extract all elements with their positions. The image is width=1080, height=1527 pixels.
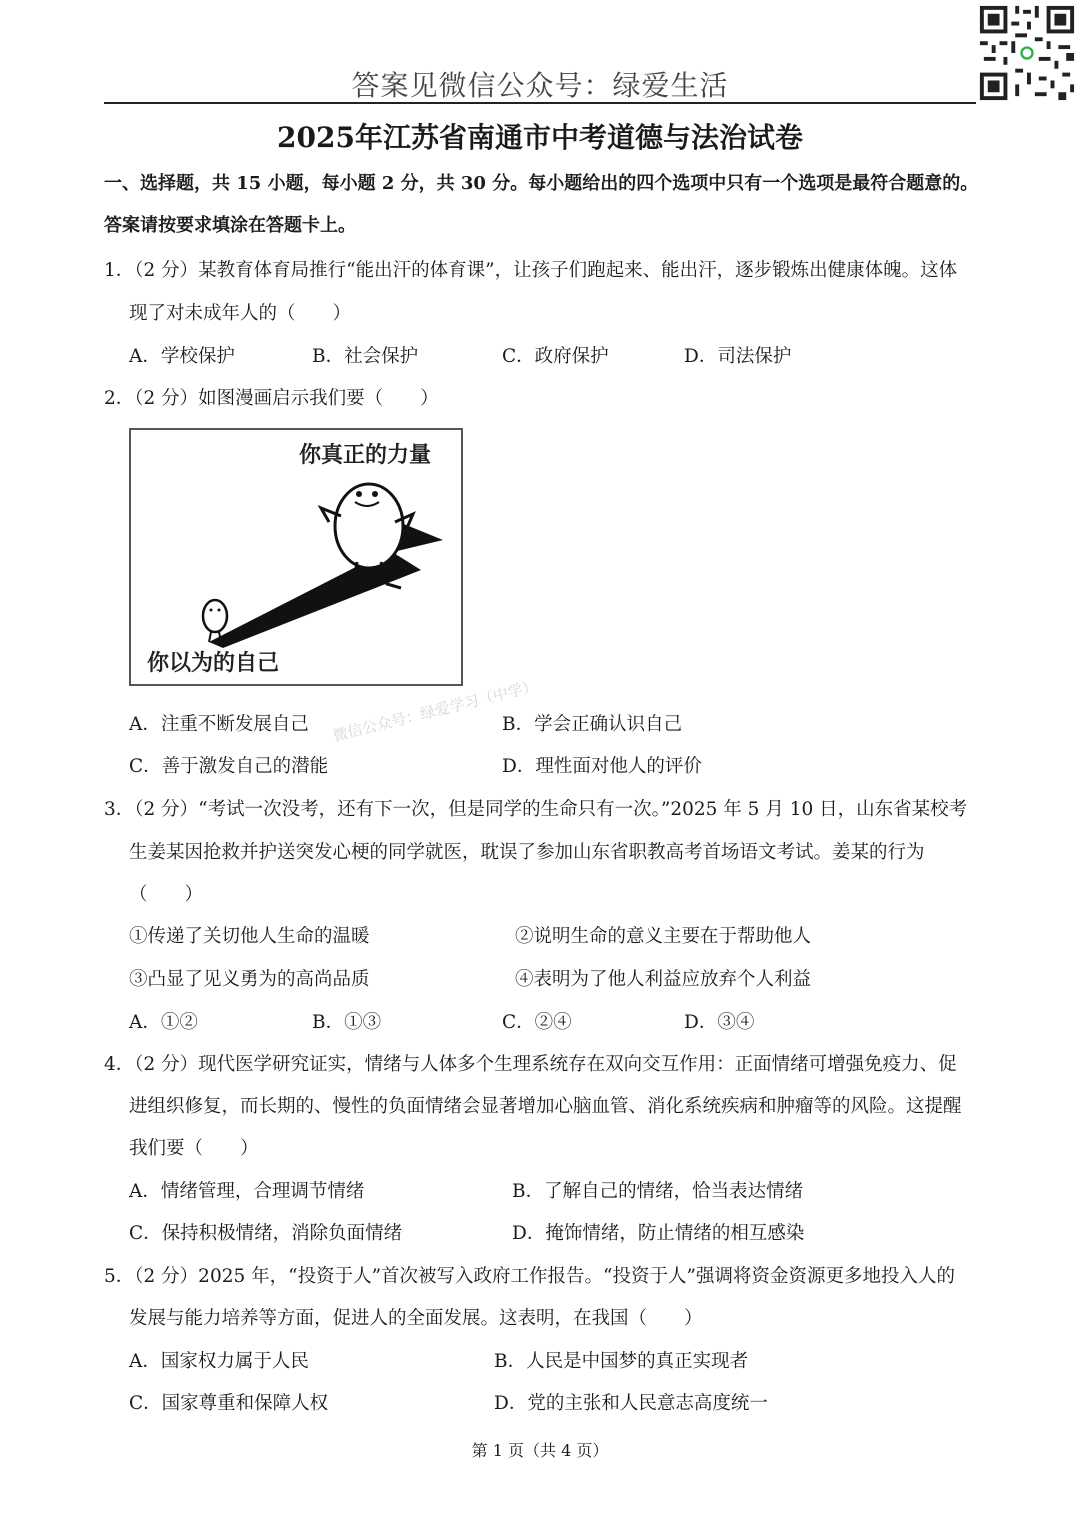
question-1-line-2: 现了对未成年人的（ ）	[129, 303, 352, 324]
question-3-line-3: （ ）	[129, 884, 204, 905]
header-divider	[104, 102, 976, 104]
question-3-option-b: B．①③	[312, 1012, 382, 1033]
question-5-line-1: 5．（2 分）2025 年，“投资于人”首次被写入政府工作报告。“投资于人”强调将资金资源更多地投入人的	[104, 1266, 955, 1287]
question-2-option-c: C．善于激发自己的潜能	[129, 756, 329, 777]
page-title: 2025年江苏省南通市中考道德与法治试卷	[277, 121, 803, 154]
question-1-option-c: C．政府保护	[502, 346, 609, 367]
question-5-option-b: B．人民是中国梦的真正实现者	[494, 1351, 749, 1372]
question-4-line-2: 进组织修复，而长期的、慢性的负面情绪会显著增加心脑血管、消化系统疾病和肿瘤等的风险。这提醒	[129, 1096, 962, 1117]
question-4-option-c: C．保持积极情绪，消除负面情绪	[129, 1223, 403, 1244]
comic-bottom-label: 你以为的自己	[147, 651, 280, 676]
question-3-statement-4: ④表明为了他人利益应放弃个人利益	[515, 969, 812, 990]
question-5-option-a: A．国家权力属于人民	[129, 1351, 309, 1372]
question-1-option-a: A．学校保护	[129, 346, 235, 367]
question-3-statement-3: ③凸显了见义勇为的高尚品质	[129, 969, 370, 990]
comic-illustration	[129, 428, 463, 686]
question-2-option-a: A．注重不断发展自己	[129, 714, 309, 735]
question-2-line-1: 2．（2 分）如图漫画启示我们要（ ）	[104, 388, 439, 409]
question-4-option-a: A．情绪管理，合理调节情绪	[129, 1181, 365, 1202]
section-instructions-line1: 一、选择题，共 15 小题，每小题 2 分，共 30 分。每小题给出的四个选项中只有一个选项是最符合题意的。	[104, 173, 979, 194]
comic-shadow	[209, 550, 421, 648]
section-instructions-line2: 答案请按要求填涂在答题卡上。	[104, 215, 356, 236]
question-1-option-d: D．司法保护	[684, 346, 792, 367]
question-5-line-2: 发展与能力培养等方面，促进人的全面发展。这表明，在我国（ ）	[129, 1308, 703, 1329]
question-1-line-1: 1．（2 分）某教育体育局推行“能出汗的体育课”，让孩子们跑起来、能出汗，逐步锻炼出健康体魄。这体	[104, 260, 958, 281]
question-3-line-1: 3．（2 分）“考试一次没考，还有下一次，但是同学的生命只有一次。”2025 年 5 月 10 日，山东省某校考	[104, 799, 968, 820]
question-4-line-3: 我们要（ ）	[129, 1138, 259, 1159]
header-text: 答案见微信公众号：绿爱生活	[351, 69, 729, 102]
question-5-option-d: D．党的主张和人民意志高度统一	[494, 1393, 768, 1414]
question-3-option-c: C．②④	[502, 1012, 572, 1033]
question-3-option-a: A．①②	[129, 1012, 198, 1033]
question-5-option-c: C．国家尊重和保障人权	[129, 1393, 329, 1414]
question-4-option-d: D．掩饰情绪，防止情绪的相互感染	[512, 1223, 805, 1244]
comic-drawing	[131, 430, 461, 684]
watermark: 微信公众号：绿爱学习（中学）	[331, 676, 540, 746]
question-4-line-1: 4．（2 分）现代医学研究证实，情绪与人体多个生理系统存在双向交互作用：正面情绪可增强免疫力、促	[104, 1054, 957, 1075]
question-1-option-b: B．社会保护	[312, 346, 419, 367]
question-4-option-b: B．了解自己的情绪，恰当表达情绪	[512, 1181, 804, 1202]
question-2-option-b: B．学会正确认识自己	[502, 714, 683, 735]
question-3-statement-2: ②说明生命的意义主要在于帮助他人	[515, 926, 812, 947]
question-2-option-d: D．理性面对他人的评价	[502, 756, 702, 777]
question-3-line-2: 生姜某因抢救并护送突发心梗的同学就医，耽误了参加山东省职教高考首场语文考试。姜某的行为	[129, 842, 925, 863]
question-3-statement-1: ①传递了关切他人生命的温暖	[129, 926, 370, 947]
page-footer: 第 1 页（共 4 页）	[471, 1441, 609, 1460]
comic-top-label: 你真正的力量	[299, 443, 432, 468]
question-3-option-d: D．③④	[684, 1012, 755, 1033]
